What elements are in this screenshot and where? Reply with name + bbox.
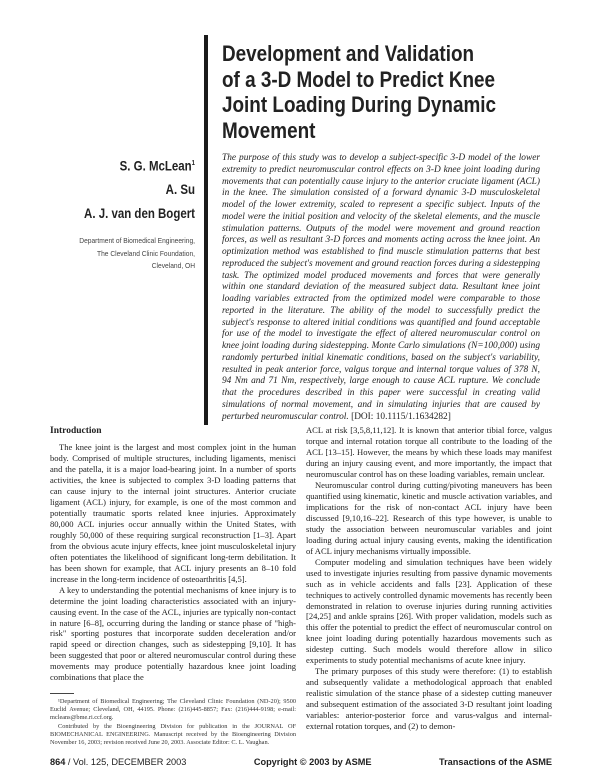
page-footer (50, 757, 552, 767)
author (72, 202, 195, 226)
footnote: ¹Department of Biomedical Engineering; The Cleveland Clinic Foundation (ND-20); 9500 Euclid Avenue; Cleveland, OH, 44195. Phone: (216)445-8857; Fax: (216)444-9198; e-mail: mcleans@bme.ri.ccf.org. (50, 698, 296, 722)
author-name: A. Su (165, 182, 195, 197)
left-column (50, 425, 296, 747)
footnote-rule (50, 693, 74, 694)
title-line: Development and Validation (222, 41, 475, 66)
affiliation (65, 235, 196, 273)
paragraph: Neuromuscular control during cutting/pivoting maneuvers has been quantified using kinematic, kinetic and muscle activation variables, and implications for the risk of non-contact ACL injury have been discussed [9,10,16–22]. Research of this type however, is unable to study the association between neuromuscular variables and joint loading during actual injury causing events, making the identification of ACL injury mechanisms virtually impossible. (306, 480, 552, 556)
author (72, 178, 195, 202)
doi: [DOI: 10.1115/1.1634282] (351, 411, 451, 422)
paragraph: A key to understanding the potential mechanisms of knee injury is to determine the joint loading characteristics associated with an injury-causing event. In the case of the ACL, injuries are typically non-contact in nature [6–8], occurring during the landing or stance phase of "high-risk" sporting postures that incorporate sudden deceleration and/or rapid speed or direction changes, such as sidestepping [9,10]. It has been suggested that poor or altered neuromuscular control during these movements may produce potentially hazardous knee joint loading combinations that place the (50, 584, 296, 683)
paragraph: Computer modeling and simulation techniques have been widely used to investigate injuries resulting from passive dynamic movements such as in vehicle accidents and falls [23]. Application of these techniques to actively controlled dynamic movements has recently been demonstrated in relation to overuse injuries during running activities [24,25] and ankle sprains [26]. With proper validation, models such as this offer the potential to predict the effect of neuromuscular control on knee joint loading during potentially hazardous movements such as sidestep cutting. Such models would therefore allow in silico experiments to study potential mechanisms of acute knee injury. (306, 556, 552, 666)
paper-header (50, 35, 552, 425)
footnote-area (50, 683, 296, 747)
body-columns (50, 425, 552, 747)
paragraph: ACL at risk [3,5,8,11,12]. It is known that anterior tibial force, valgus torque and internal rotation torque all contribute to the loading of the ACL [13–15]. However, the means by which these loads may manifest during an injury causing event, and more importantly, the impact that neuromuscular control has on these loading variables, remain unclear. (306, 425, 552, 480)
author (72, 152, 195, 178)
section-heading: Introduction (50, 426, 102, 437)
author-block (50, 152, 195, 273)
right-column (306, 425, 552, 747)
paragraph: The primary purposes of this study were therefore: (1) to establish and subsequently validate a methodological approach that enabled realistic simulation of the stance phase of a sidestep cutting maneuver and subsequent estimation of the associated 3-D resultant joint loading variables: anterior-posterior force and varus-valgus and internal-external rotation torques, and (2) to demon- (306, 666, 552, 731)
page-number: 864 (50, 756, 66, 767)
title-line: of a 3-D Model to Predict Knee (222, 66, 496, 92)
title-line: Joint Loading During Dynamic (222, 92, 497, 117)
author-name: A. J. van den Bogert (84, 205, 195, 221)
affiliation-line: Cleveland, OH (151, 261, 195, 270)
footnotes (50, 698, 296, 747)
copyright: Copyright © 2003 by ASME (253, 756, 372, 767)
volume-info: / Vol. 125, DECEMBER 2003 (67, 756, 187, 767)
title-line: Movement (222, 117, 316, 143)
author-name: S. G. McLean (119, 158, 192, 174)
author-footnote-mark: 1 (191, 160, 195, 167)
abstract (222, 153, 540, 423)
affiliation-line: The Cleveland Clinic Foundation, (97, 248, 195, 258)
paper-title (222, 35, 552, 143)
abstract-text: The purpose of this study was to develop a subject-specific 3-D model of the lower extremity to predict neuromuscular control effects on 3-D knee joint loading during movements that can potentially cause injury to the anterior cruciate ligament (ACL) in the knee. The simulation consisted of a forward dynamic 3-D musculoskeletal model of the lower extremity, scaled to represent a specific subject. Inputs of the model were the initial position and velocity of the skeletal elements, and the muscle stimulation patterns. Outputs of the model were movement and ground reaction forces, as well as resultant 3-D forces and moments acting across the knee joint. An optimization method was established to find muscle stimulation patterns that best reproduced the subject's movement and ground reaction forces during a sidestepping task. The optimized model produced movements and forces that were generally within one standard deviation of the measured subject data. Resultant knee joint loading variables extracted from the optimized model were comparable to those reported in the literature. The ability of the model to successfully predict the subject's response to altered initial conditions was quantified and found acceptable for use of the model to investigate the effect of altered neuromuscular control on knee joint loading during sidestepping. Monte Carlo simulations (N=100,000) using randomly perturbed initial kinematic conditions, based on the subject's variability, resulted in peak anterior force, valgus torque and internal torque values of 378 N, 94 Nm and 71 Nm, respectively, large enough to cause ACL rupture. We conclude that the procedures described in this paper were successful in creating valid simulations of normal movement, and in simulating injuries that are caused by perturbed neuromuscular control. (222, 153, 540, 422)
affiliation-line: Department of Biomedical Engineering, (79, 236, 195, 245)
journal-name: Transactions of the ASME (439, 756, 552, 767)
title-abstract-block (204, 35, 552, 425)
page-footer-left (50, 757, 186, 767)
paragraph: The knee joint is the largest and most complex joint in the human body. Comprised of multiple structures, including ligaments, menisci and the patella, it is a major load-bearing joint. In a number of sports activities, the knee is subjected to complex 3-D loading patterns that can cause injury to the internal joint structures. Anterior cruciate ligament (ACL) injury, for example, is one of the most common and potentially traumatic sports related knee injuries. Approximately 80,000 ACL injuries occur annually within the United States, with roughly 50,000 of these requiring surgical reconstruction [1–3]. Apart from the obvious acute injury effects, knee joint musculoskeletal injury often potentiates the likelihood of significant long-term debilitation. It has been shown for example, that ACL injury presents an 8–10 fold increase in the long-term incidence of osteoarthritis [4,5]. (50, 442, 296, 584)
footnote: Contributed by the Bioengineering Division for publication in the JOURNAL OF BIOMECHANICAL ENGINEERING. Manuscript received by the Bioengineering Division November 16, 2003; revision received June 20, 2003. Associate Editor: C. L. Vaughan. (50, 722, 296, 746)
